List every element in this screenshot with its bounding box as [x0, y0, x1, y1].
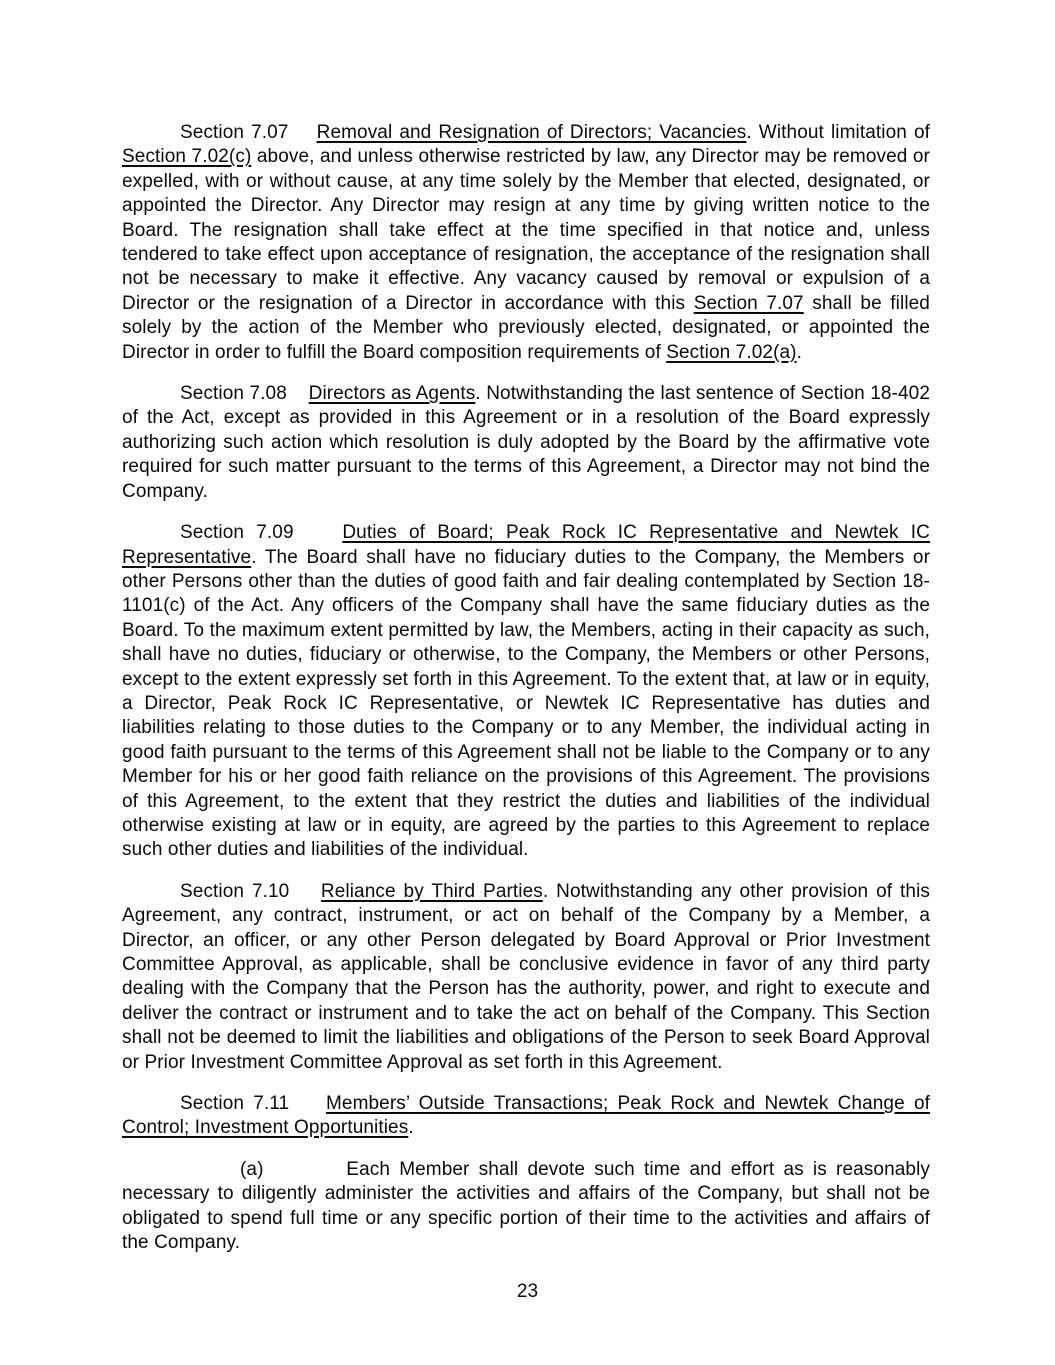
underlined-text: Section 7.02(a): [666, 341, 797, 363]
underlined-text: Section 7.07: [693, 292, 804, 314]
document-body: [122, 121, 930, 1272]
underlined-text: Members’ Outside Transactions; Peak Rock and Newtek Change of Control; Investment Opportunities: [122, 1093, 931, 1139]
underlined-text: Directors as Agents: [308, 383, 476, 405]
text-run: . Notwithstanding any other provision of this Agreement, any contract, instrument, or act on behalf of the Company by a Member, a Director, an officer, or any other Person delegated by Board Approval or Prior Investment Committee Approval, as applicable, shall be conclusive evidence in favor of any third party dealing with the Company that the Person has the authority, power, and right to execute and deliver the contract or instrument and to take the act on behalf of the Company. This Section shall not be deemed to limit the liabilities and obligations of the Person to seek Board Approval or Prior Investment Committee Approval as set forth in this Agreement.: [122, 880, 930, 1073]
text-run: .: [408, 1117, 414, 1139]
subsection-a-paragraph: [122, 1158, 930, 1256]
text-run: Section 7.11: [180, 1093, 326, 1115]
text-run: Section 7.10: [180, 880, 321, 902]
text-run: Section 7.08: [180, 383, 309, 405]
text-run: shall be filled solely by the action of the Member who previously elected, designated, or appointed the Director in order to fulfill the Board composition requirements of: [122, 292, 930, 363]
underlined-text: Removal and Resignation of Directors; Vacancies: [316, 122, 747, 143]
text-run: Section 7.09: [180, 522, 343, 544]
text-run: Section 7.07: [180, 122, 317, 143]
text-run: . Notwithstanding the last sentence of Section 18-402 of the Act, except as provided in this Agreement or in a resolution of the Board expressly authorizing such action which resolution is duly adopted by the Board by the affirmative vote required for such matter pursuant to the terms of this Agreement, a Director may not bind the Company.: [122, 383, 930, 502]
underlined-text: Section 7.02(c): [122, 146, 252, 168]
section-7-10-paragraph: [122, 880, 930, 1075]
text-run: Each Member shall devote such time and effort as is reasonably necessary to diligently administer the activities and affairs of the Company, but shall not be obligated to spend full time or any specific portion of their time to the activities and affairs of the Company.: [122, 1158, 930, 1254]
text-run: . The Board shall have no fiduciary duties to the Company, the Members or other Persons other than the duties of good faith and fair dealing contemplated by Section 18-1101(c) of the Act. Any officers of the Company shall have the same fiduciary duties as the Board. To the maximum extent permitted by law, the Members, acting in their capacity as such, shall have no duties, fiduciary or otherwise, to the Company, the Members or other Persons, except to the extent expressly set forth in this Agreement. To the extent that, at law or in equity, a Director, Peak Rock IC Representative, or Newtek IC Representative has duties and liabilities relating to those duties to the Company or to any Member, the individual acting in good faith pursuant to the terms of this Agreement shall not be liable to the Company or to any Member for his or her good faith reliance on the provisions of this Agreement. The provisions of this Agreement, to the extent that they restrict the duties and liabilities of the individual otherwise existing at law or in equity, are agreed by the parties to this Agreement to replace such other duties and liabilities of the individual.: [122, 546, 930, 861]
page-number: 23: [516, 1281, 539, 1302]
section-7-09-paragraph: [122, 521, 930, 863]
section-7-08-paragraph: [122, 382, 930, 504]
section-7-11-heading-paragraph: [122, 1092, 930, 1141]
section-7-07-paragraph: [122, 121, 930, 365]
underlined-text: Reliance by Third Parties: [320, 880, 543, 902]
text-run: . Without limitation of: [746, 122, 930, 143]
text-run: .: [796, 341, 802, 363]
text-run: (a): [240, 1158, 347, 1180]
text-run: above, and unless otherwise restricted by law, any Director may be removed or expelled, with or without cause, at any time solely by the Member that elected, designated, or appointed the Director. Any Director may resign at any time by giving written notice to the Board. The resignation shall take effect at the time specified in that notice and, unless tendered to take effect upon acceptance of resignation, the acceptance of the resignation shall not be necessary to make it effective. Any vacancy caused by removal or expulsion of a Director or the resignation of a Director in accordance with this: [122, 146, 930, 314]
underlined-text: Duties of Board; Peak Rock IC Representative and Newtek IC Representative: [122, 522, 930, 568]
